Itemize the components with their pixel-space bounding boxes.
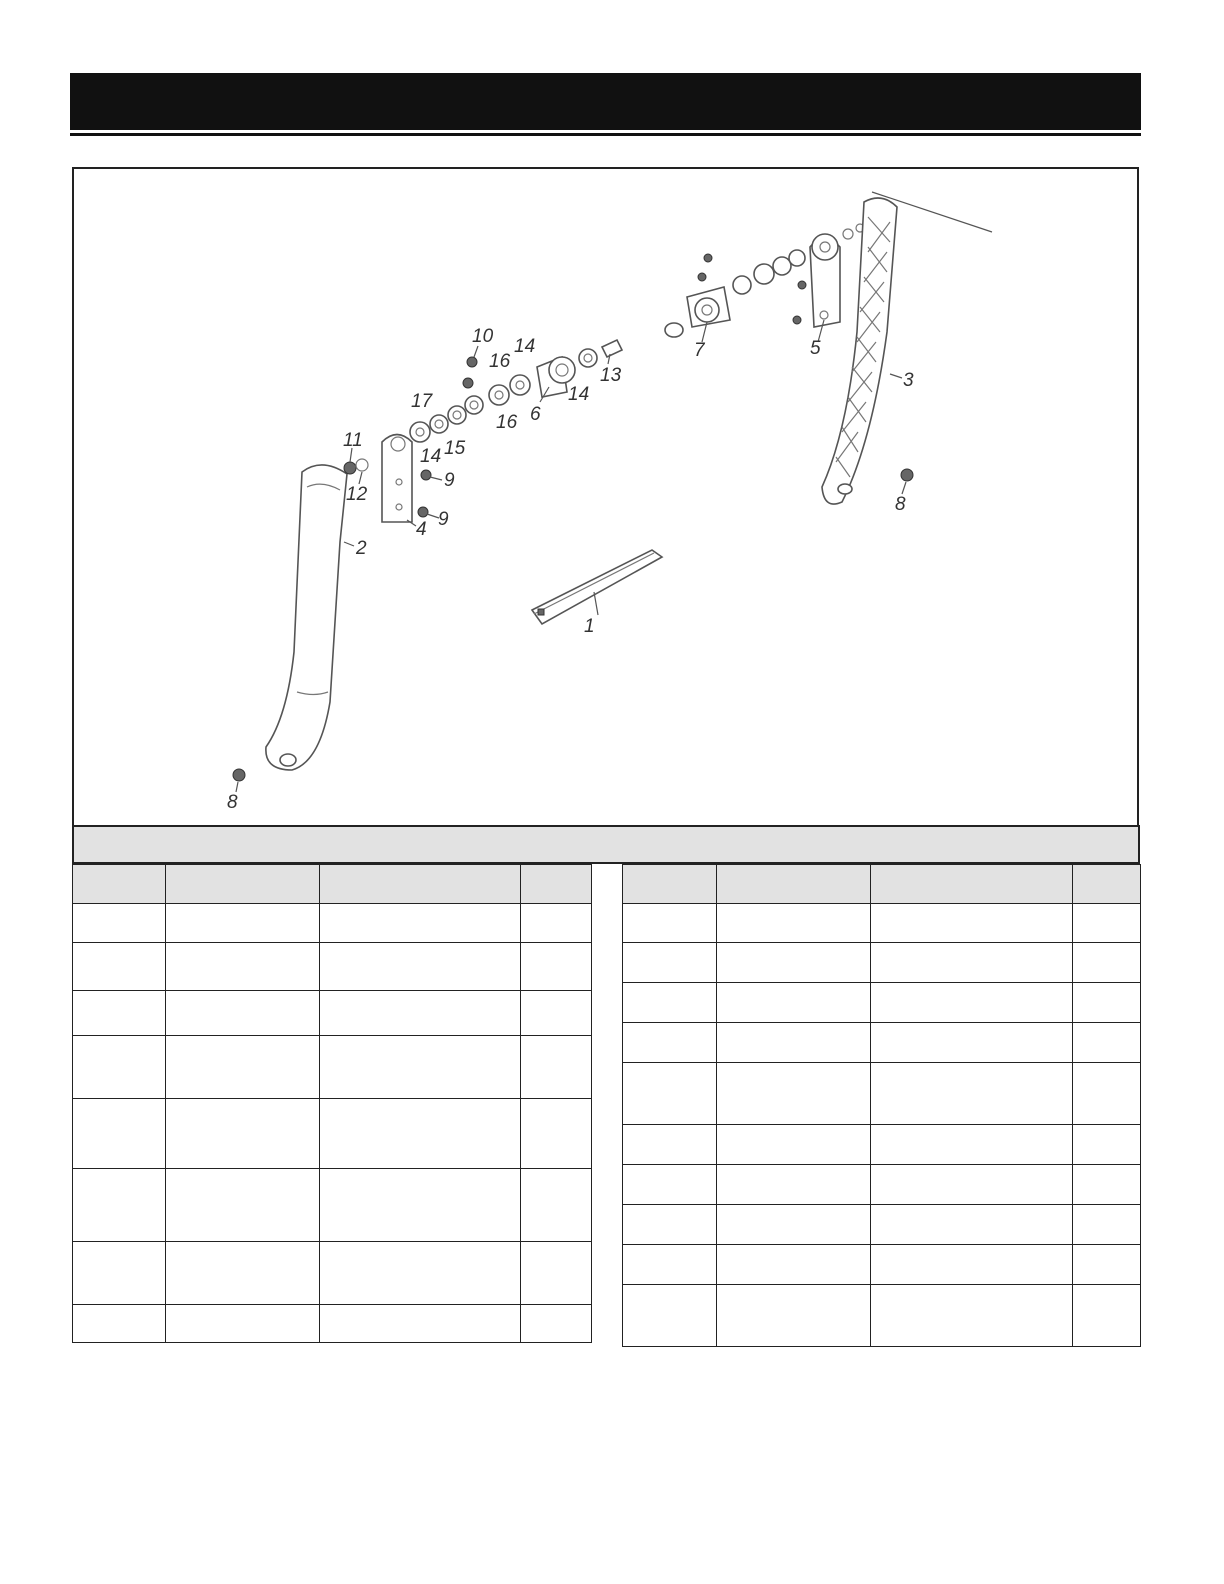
table-cell — [166, 1036, 320, 1099]
callout-5: 5 — [810, 338, 821, 359]
table-cell — [871, 1245, 1073, 1285]
table-cell — [73, 943, 166, 991]
part-11-12-fasteners — [344, 459, 368, 474]
table-cell — [871, 904, 1073, 943]
diagram-canvas — [74, 169, 1141, 827]
table-cell — [717, 904, 871, 943]
table-cell — [717, 1023, 871, 1063]
table-row — [73, 904, 592, 943]
table-cell — [73, 1169, 166, 1242]
table-row — [73, 991, 592, 1036]
callout-9-lower: 9 — [438, 509, 449, 530]
table-cell — [521, 1099, 592, 1169]
table-row — [73, 1169, 592, 1242]
table-caption-bar — [72, 825, 1140, 864]
table-row — [73, 943, 592, 991]
table-row — [73, 1036, 592, 1099]
header-cell — [521, 865, 592, 904]
part-5-bracket — [793, 224, 864, 327]
table-cell — [717, 1205, 871, 1245]
table-cell — [623, 1063, 717, 1125]
table-cell — [1073, 983, 1141, 1023]
part-9-bolts — [418, 470, 431, 517]
table-cell — [521, 1169, 592, 1242]
header-rule — [70, 133, 1141, 136]
table-cell — [871, 1205, 1073, 1245]
table-row — [623, 1165, 1141, 1205]
part-8-nut-right — [901, 469, 913, 481]
table-cell — [717, 1285, 871, 1347]
callout-4: 4 — [416, 519, 427, 540]
table-row — [73, 1099, 592, 1169]
table-cell — [717, 1245, 871, 1285]
callout-14-top: 14 — [514, 336, 536, 357]
table-cell — [521, 1036, 592, 1099]
callout-2: 2 — [356, 538, 367, 559]
table-cell — [320, 943, 521, 991]
callout-1: 1 — [584, 616, 595, 637]
table-row — [623, 1245, 1141, 1285]
table-row — [73, 1242, 592, 1305]
table-cell — [717, 1063, 871, 1125]
part-4-bracket — [382, 435, 412, 523]
table-cell — [320, 1169, 521, 1242]
callout-15: 15 — [444, 438, 466, 459]
table-cell — [320, 1242, 521, 1305]
table-cell — [1073, 1165, 1141, 1205]
table-row — [623, 1023, 1141, 1063]
parts-table-right — [622, 864, 1141, 1347]
callout-8-right: 8 — [895, 494, 906, 515]
part-1-bar — [532, 550, 662, 624]
parts-table-left — [72, 864, 592, 1343]
table-row — [623, 1285, 1141, 1347]
header-cell — [73, 865, 166, 904]
table-cell — [320, 991, 521, 1036]
table-cell — [623, 1165, 717, 1205]
callout-14-mid: 14 — [568, 384, 590, 405]
table-header-row — [623, 865, 1141, 904]
callout-9-upper: 9 — [444, 470, 455, 491]
part-2-left-handle — [266, 465, 347, 770]
header-cell — [166, 865, 320, 904]
table-cell — [717, 943, 871, 983]
table-cell — [521, 991, 592, 1036]
table-cell — [1073, 1285, 1141, 1347]
table-cell — [1073, 1245, 1141, 1285]
table-cell — [1073, 943, 1141, 983]
callout-6: 6 — [530, 404, 541, 425]
header-cell — [1073, 865, 1141, 904]
header-cell — [717, 865, 871, 904]
table-row — [623, 1205, 1141, 1245]
part-7-plate — [665, 250, 805, 337]
table-cell — [871, 983, 1073, 1023]
table-cell — [717, 983, 871, 1023]
header-cell — [320, 865, 521, 904]
callout-13: 13 — [600, 365, 622, 386]
table-cell — [166, 904, 320, 943]
section-header-bar — [70, 73, 1141, 130]
table-header-row — [73, 865, 592, 904]
table-cell — [717, 1125, 871, 1165]
table-row — [623, 983, 1141, 1023]
callout-14-left: 14 — [420, 446, 442, 467]
table-row — [623, 904, 1141, 943]
table-cell — [73, 991, 166, 1036]
part-10-nuts — [463, 357, 477, 388]
table-cell — [521, 904, 592, 943]
exploded-parts-diagram — [72, 167, 1139, 825]
table-cell — [521, 943, 592, 991]
table-cell — [73, 1242, 166, 1305]
table-cell — [623, 1285, 717, 1347]
table-cell — [1073, 1023, 1141, 1063]
table-cell — [521, 1242, 592, 1305]
table-cell — [871, 1063, 1073, 1125]
table-cell — [871, 1165, 1073, 1205]
callout-17: 17 — [411, 391, 433, 412]
header-cell — [871, 865, 1073, 904]
callout-16-top: 16 — [489, 351, 511, 372]
table-cell — [166, 1099, 320, 1169]
callout-10: 10 — [472, 326, 494, 347]
part-13-bolt — [602, 340, 622, 357]
table-cell — [1073, 1125, 1141, 1165]
table-cell — [1073, 904, 1141, 943]
header-cell — [623, 865, 717, 904]
table-cell — [320, 1036, 521, 1099]
part-8-nut-left — [233, 769, 245, 781]
callout-12: 12 — [346, 484, 368, 505]
table-cell — [623, 1125, 717, 1165]
table-cell — [623, 1023, 717, 1063]
table-row — [623, 1125, 1141, 1165]
table-cell — [623, 1205, 717, 1245]
table-cell — [166, 1169, 320, 1242]
callout-3: 3 — [903, 370, 914, 391]
table-row — [73, 1305, 592, 1343]
table-cell — [320, 1305, 521, 1343]
table-cell — [166, 991, 320, 1036]
table-cell — [871, 943, 1073, 983]
table-cell — [73, 904, 166, 943]
table-cell — [717, 1165, 871, 1205]
table-cell — [73, 1305, 166, 1343]
table-row — [623, 943, 1141, 983]
table-cell — [623, 904, 717, 943]
table-cell — [521, 1305, 592, 1343]
table-cell — [320, 1099, 521, 1169]
table-cell — [73, 1099, 166, 1169]
callout-7: 7 — [694, 340, 705, 361]
table-cell — [623, 943, 717, 983]
table-cell — [166, 1305, 320, 1343]
table-cell — [166, 943, 320, 991]
table-cell — [73, 1036, 166, 1099]
table-cell — [871, 1125, 1073, 1165]
callout-11: 11 — [343, 430, 363, 451]
table-cell — [623, 983, 717, 1023]
table-row — [623, 1063, 1141, 1125]
table-cell — [623, 1245, 717, 1285]
table-cell — [166, 1242, 320, 1305]
table-cell — [1073, 1205, 1141, 1245]
table-cell — [871, 1285, 1073, 1347]
callout-8-left: 8 — [227, 792, 238, 813]
table-cell — [871, 1023, 1073, 1063]
table-cell — [320, 904, 521, 943]
table-cell — [1073, 1063, 1141, 1125]
callout-16-low: 16 — [496, 412, 518, 433]
